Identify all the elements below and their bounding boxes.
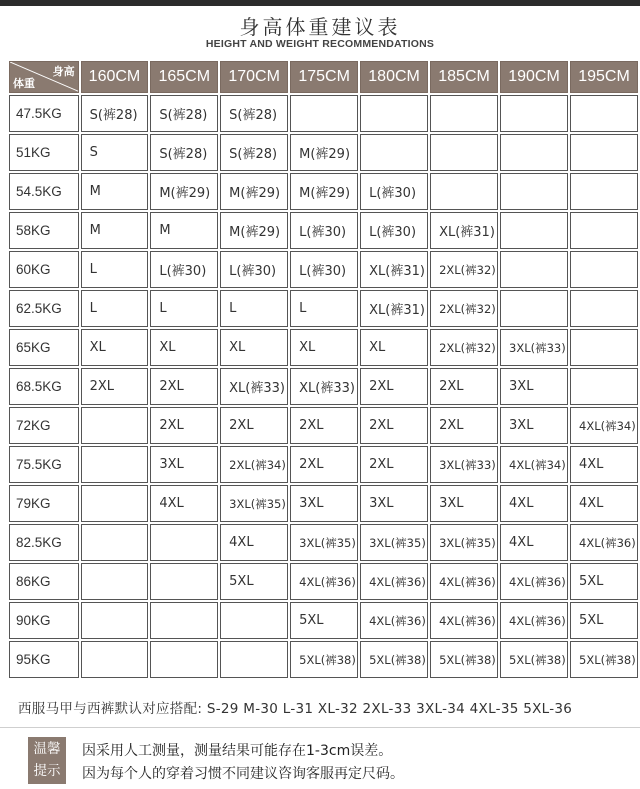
size-cell: S(裤28) <box>220 134 288 171</box>
table-row <box>9 134 638 171</box>
suit-pairing-note: 西服马甲与西裤默认对应搭配: S-29 M-30 L-31 XL-32 2XL-33 3XL-34 4XL-35 5XL-36 <box>18 701 573 717</box>
table-corner <box>9 61 79 93</box>
size-cell: L(裤30) <box>290 212 358 249</box>
size-cell <box>150 563 218 600</box>
size-cell: 2XL(裤32) <box>430 329 498 366</box>
size-cell: 5XL(裤38) <box>570 641 638 678</box>
size-cell: L(裤30) <box>220 251 288 288</box>
size-cell <box>570 134 638 171</box>
height-header-cell: 165CM <box>150 61 218 93</box>
height-header-cell: 185CM <box>430 61 498 93</box>
size-cell: 3XL(裤35) <box>430 524 498 561</box>
size-table <box>7 59 640 680</box>
size-cell: 4XL <box>500 524 568 561</box>
size-cell: 4XL <box>570 485 638 522</box>
tip-badge <box>28 737 66 784</box>
size-cell: 2XL(裤32) <box>430 290 498 327</box>
size-cell: XL <box>220 329 288 366</box>
table-header-row <box>9 61 638 93</box>
size-cell <box>150 602 218 639</box>
size-cell <box>220 641 288 678</box>
size-cell <box>500 212 568 249</box>
weight-cell: 95KG <box>9 641 79 678</box>
size-cell: 5XL <box>290 602 358 639</box>
weight-cell: 65KG <box>9 329 79 366</box>
size-cell <box>81 641 149 678</box>
table-row <box>9 446 638 483</box>
size-cell: 4XL(裤36) <box>430 602 498 639</box>
size-cell: XL(裤33) <box>290 368 358 405</box>
size-cell <box>290 95 358 132</box>
table-row <box>9 602 638 639</box>
size-cell: 2XL <box>81 368 149 405</box>
tip-line-2: 因为每个人的穿着习惯不同建议咨询客服再定尺码。 <box>82 766 404 782</box>
size-cell: 5XL(裤38) <box>430 641 498 678</box>
size-cell <box>500 134 568 171</box>
table-row <box>9 524 638 561</box>
tip-line-1: 因采用人工测量，测量结果可能存在1-3cm误差。 <box>82 743 393 759</box>
table-row <box>9 212 638 249</box>
size-cell <box>500 173 568 210</box>
size-cell: 2XL <box>360 446 428 483</box>
weight-cell: 79KG <box>9 485 79 522</box>
size-cell: 5XL <box>570 602 638 639</box>
size-cell <box>360 95 428 132</box>
size-cell <box>430 134 498 171</box>
size-cell <box>360 134 428 171</box>
size-cell: L(裤30) <box>360 173 428 210</box>
size-cell: 2XL <box>430 368 498 405</box>
weight-cell: 60KG <box>9 251 79 288</box>
weight-cell: 51KG <box>9 134 79 171</box>
size-cell <box>570 368 638 405</box>
size-cell: 5XL(裤38) <box>500 641 568 678</box>
size-cell: 2XL(裤34) <box>220 446 288 483</box>
size-cell: 4XL(裤34) <box>500 446 568 483</box>
weight-cell: 90KG <box>9 602 79 639</box>
size-cell: L <box>220 290 288 327</box>
size-cell: S(裤28) <box>150 95 218 132</box>
size-cell: 2XL <box>220 407 288 444</box>
size-cell: 2XL(裤32) <box>430 251 498 288</box>
table-row <box>9 368 638 405</box>
size-cell: M(裤29) <box>290 134 358 171</box>
corner-weight-label: 体重 <box>13 78 35 90</box>
size-cell: M <box>150 212 218 249</box>
size-cell: XL <box>360 329 428 366</box>
size-cell: XL(裤31) <box>360 290 428 327</box>
size-cell <box>500 290 568 327</box>
size-cell: XL <box>150 329 218 366</box>
size-cell: 5XL <box>220 563 288 600</box>
size-cell: L <box>290 290 358 327</box>
size-cell: 2XL <box>360 407 428 444</box>
top-bar <box>0 0 640 6</box>
weight-cell: 75.5KG <box>9 446 79 483</box>
table-row <box>9 251 638 288</box>
size-cell: XL(裤31) <box>430 212 498 249</box>
tip-badge-line1: 温馨 <box>33 741 61 757</box>
size-cell: 4XL <box>220 524 288 561</box>
size-cell <box>500 95 568 132</box>
size-cell <box>81 446 149 483</box>
size-cell: 3XL <box>150 446 218 483</box>
table-row <box>9 329 638 366</box>
height-header-cell: 170CM <box>220 61 288 93</box>
size-cell: S(裤28) <box>150 134 218 171</box>
size-cell: S(裤28) <box>81 95 149 132</box>
size-cell <box>570 95 638 132</box>
table-row <box>9 563 638 600</box>
table-row <box>9 485 638 522</box>
size-cell <box>81 524 149 561</box>
table-row <box>9 95 638 132</box>
size-cell <box>570 329 638 366</box>
size-cell: 4XL <box>570 446 638 483</box>
size-cell: 3XL <box>430 485 498 522</box>
size-cell: XL(裤33) <box>220 368 288 405</box>
size-cell <box>220 602 288 639</box>
size-cell: S <box>81 134 149 171</box>
size-cell: 4XL <box>500 485 568 522</box>
weight-cell: 47.5KG <box>9 95 79 132</box>
divider <box>0 727 640 728</box>
weight-cell: 68.5KG <box>9 368 79 405</box>
size-cell: L <box>81 251 149 288</box>
size-cell <box>150 524 218 561</box>
table-row <box>9 407 638 444</box>
size-cell <box>570 290 638 327</box>
weight-cell: 58KG <box>9 212 79 249</box>
size-cell: 2XL <box>290 446 358 483</box>
weight-cell: 62.5KG <box>9 290 79 327</box>
size-cell: M(裤29) <box>150 173 218 210</box>
size-cell: 3XL(裤35) <box>220 485 288 522</box>
height-header-cell: 160CM <box>81 61 149 93</box>
size-cell: L <box>150 290 218 327</box>
size-cell <box>81 407 149 444</box>
size-cell: 4XL <box>150 485 218 522</box>
size-cell <box>500 251 568 288</box>
size-cell <box>81 485 149 522</box>
size-cell: 5XL(裤38) <box>360 641 428 678</box>
size-cell: XL <box>81 329 149 366</box>
size-cell: 4XL(裤36) <box>290 563 358 600</box>
size-cell: XL <box>290 329 358 366</box>
size-cell: 4XL(裤36) <box>500 602 568 639</box>
size-cell: 3XL(裤35) <box>360 524 428 561</box>
size-cell: 4XL(裤36) <box>360 563 428 600</box>
size-cell: 3XL(裤35) <box>290 524 358 561</box>
size-cell: 2XL <box>150 407 218 444</box>
size-cell: M(裤29) <box>220 212 288 249</box>
size-cell: 4XL(裤36) <box>500 563 568 600</box>
size-cell <box>150 641 218 678</box>
size-cell: 3XL(裤33) <box>500 329 568 366</box>
size-cell: M <box>81 173 149 210</box>
size-cell: L <box>81 290 149 327</box>
size-cell: 2XL <box>360 368 428 405</box>
size-cell: 3XL <box>290 485 358 522</box>
weight-cell: 54.5KG <box>9 173 79 210</box>
page-subtitle: HEIGHT AND WEIGHT RECOMMENDATIONS <box>205 38 435 50</box>
size-cell: 5XL(裤38) <box>290 641 358 678</box>
height-header-cell: 175CM <box>290 61 358 93</box>
size-cell: S(裤28) <box>220 95 288 132</box>
weight-cell: 82.5KG <box>9 524 79 561</box>
size-cell: L(裤30) <box>290 251 358 288</box>
size-cell <box>81 563 149 600</box>
size-cell <box>430 173 498 210</box>
size-cell: 3XL <box>500 368 568 405</box>
size-cell: L(裤30) <box>360 212 428 249</box>
size-cell: 2XL <box>150 368 218 405</box>
weight-cell: 86KG <box>9 563 79 600</box>
size-cell: 3XL <box>500 407 568 444</box>
size-cell: 2XL <box>430 407 498 444</box>
weight-cell: 72KG <box>9 407 79 444</box>
size-cell: M(裤29) <box>220 173 288 210</box>
height-header-cell: 195CM <box>570 61 638 93</box>
size-cell: M(裤29) <box>290 173 358 210</box>
tip-badge-line2: 提示 <box>33 763 61 779</box>
size-cell: M <box>81 212 149 249</box>
size-cell <box>570 212 638 249</box>
size-cell: 3XL(裤33) <box>430 446 498 483</box>
size-cell: 3XL <box>360 485 428 522</box>
size-cell: 2XL <box>290 407 358 444</box>
size-cell: 4XL(裤36) <box>570 524 638 561</box>
height-header-cell: 190CM <box>500 61 568 93</box>
table-row <box>9 290 638 327</box>
size-cell <box>430 95 498 132</box>
size-cell: 4XL(裤36) <box>430 563 498 600</box>
size-cell: XL(裤31) <box>360 251 428 288</box>
size-cell: 4XL(裤34) <box>570 407 638 444</box>
size-cell: 5XL <box>570 563 638 600</box>
corner-height-label: 身高 <box>52 66 75 78</box>
size-cell: 4XL(裤36) <box>360 602 428 639</box>
size-cell: L(裤30) <box>150 251 218 288</box>
table-row <box>9 173 638 210</box>
table-row <box>9 641 638 678</box>
size-cell <box>570 251 638 288</box>
page-title: 身高体重建议表 <box>239 15 401 39</box>
height-header-cell: 180CM <box>360 61 428 93</box>
size-cell <box>81 602 149 639</box>
size-cell <box>570 173 638 210</box>
